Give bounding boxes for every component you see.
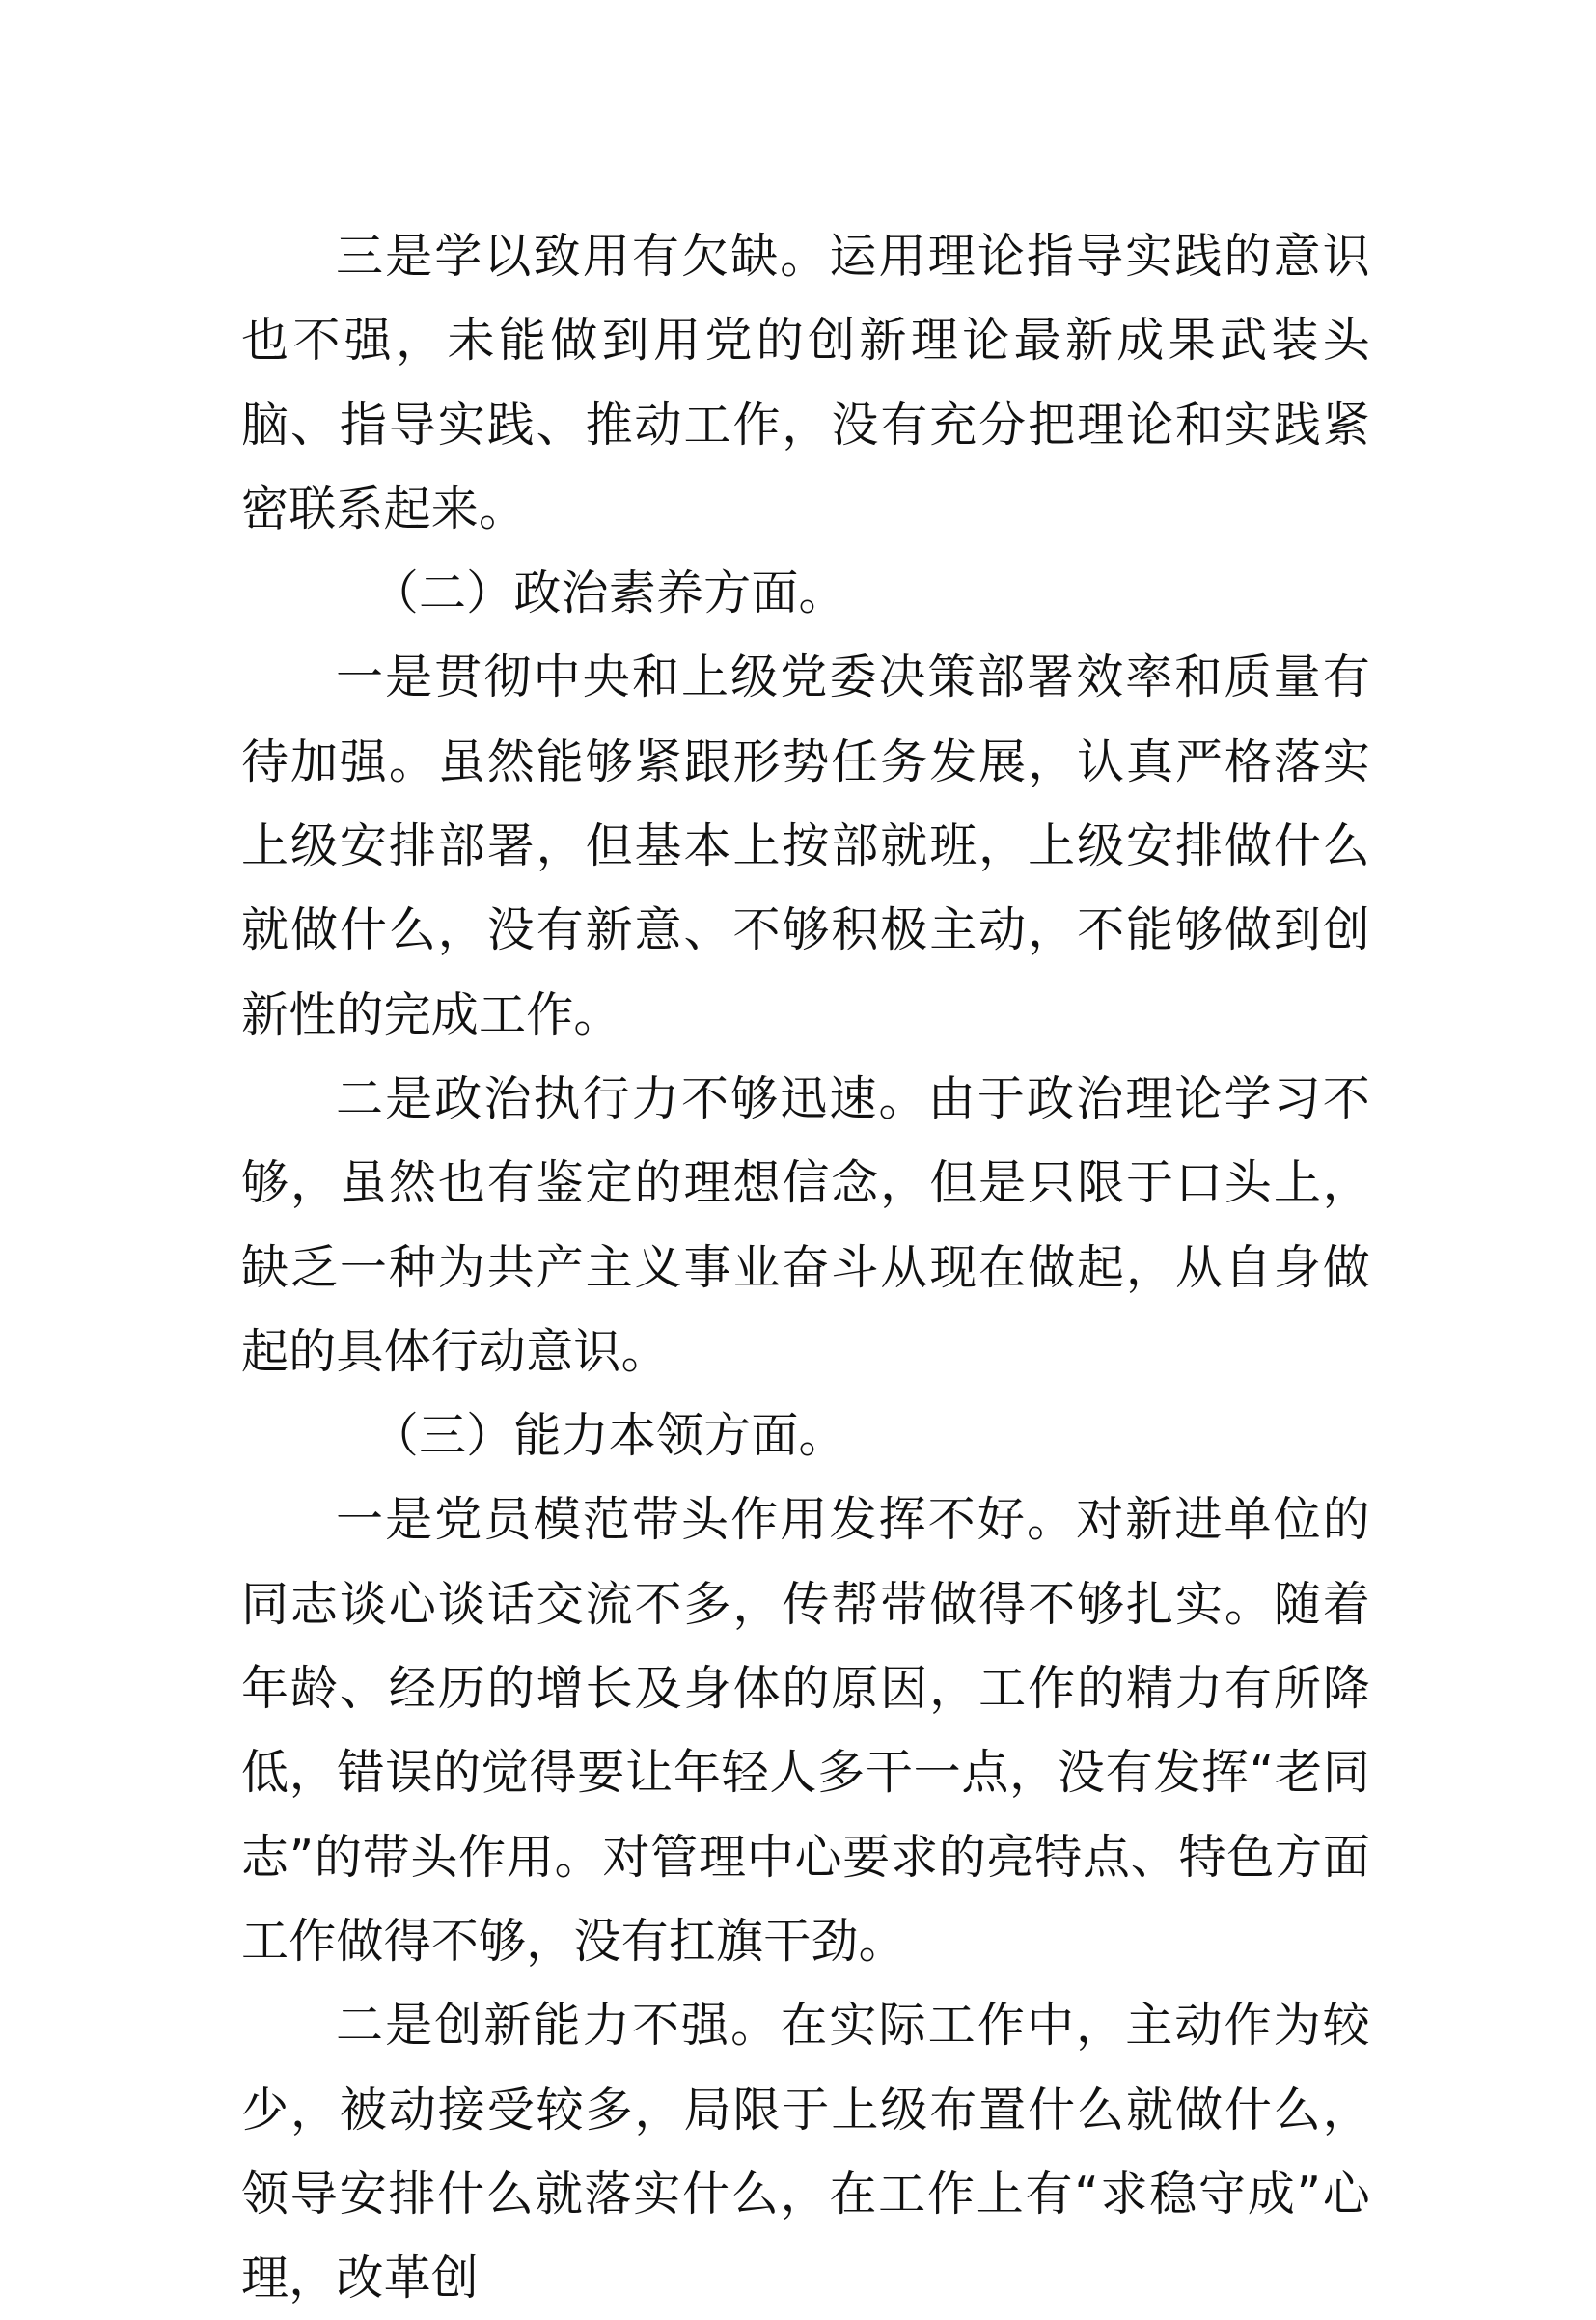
paragraph-political-execution: 二是政治执行力不够迅速。由于政治理论学习不够，虽然也有鉴定的理想信念，但是只限于口头上，缺乏一种为共产主义事业奋斗从现在做起，从自身做起的具体行动意识。	[241, 1070, 1370, 1379]
paragraph-study-application: 三是学以致用有欠缺。运用理论指导实践的意识也不强，未能做到用党的创新理论最新成果武装头脑、指导实践、推动工作，没有充分把理论和实践紧密联系起来。	[241, 229, 1370, 537]
paragraph-implementation-efficiency: 一是贯彻中央和上级党委决策部署效率和质量有待加强。虽然能够紧跟形势任务发展，认真严格落实上级安排部署，但基本上按部就班，上级安排做什么就做什么，没有新意、不够积极主动，不能够做到创新性的完成工作。	[241, 649, 1370, 1042]
section-heading-political-quality: （二）政治素养方面。	[371, 566, 846, 621]
section-heading-capability: （三）能力本领方面。	[371, 1408, 846, 1464]
paragraph-innovation-ability: 二是创新能力不强。在实际工作中，主动作为较少，被动接受较多，局限于上级布置什么就做什么，领导安排什么就落实什么，在工作上有“求稳守成”心理，改革创	[241, 1998, 1370, 2306]
paragraph-exemplary-role: 一是党员模范带头作用发挥不好。对新进单位的同志谈心谈话交流不多，传帮带做得不够扎实。随着年龄、经历的增长及身体的原因，工作的精力有所降低，错误的觉得要让年轻人多干一点，没有发挥“老同志”的带头作用。对管理中心要求的亮特点、特色方面工作做得不够，没有扛旗干劲。	[241, 1492, 1370, 1969]
document-body	[241, 214, 1370, 2320]
